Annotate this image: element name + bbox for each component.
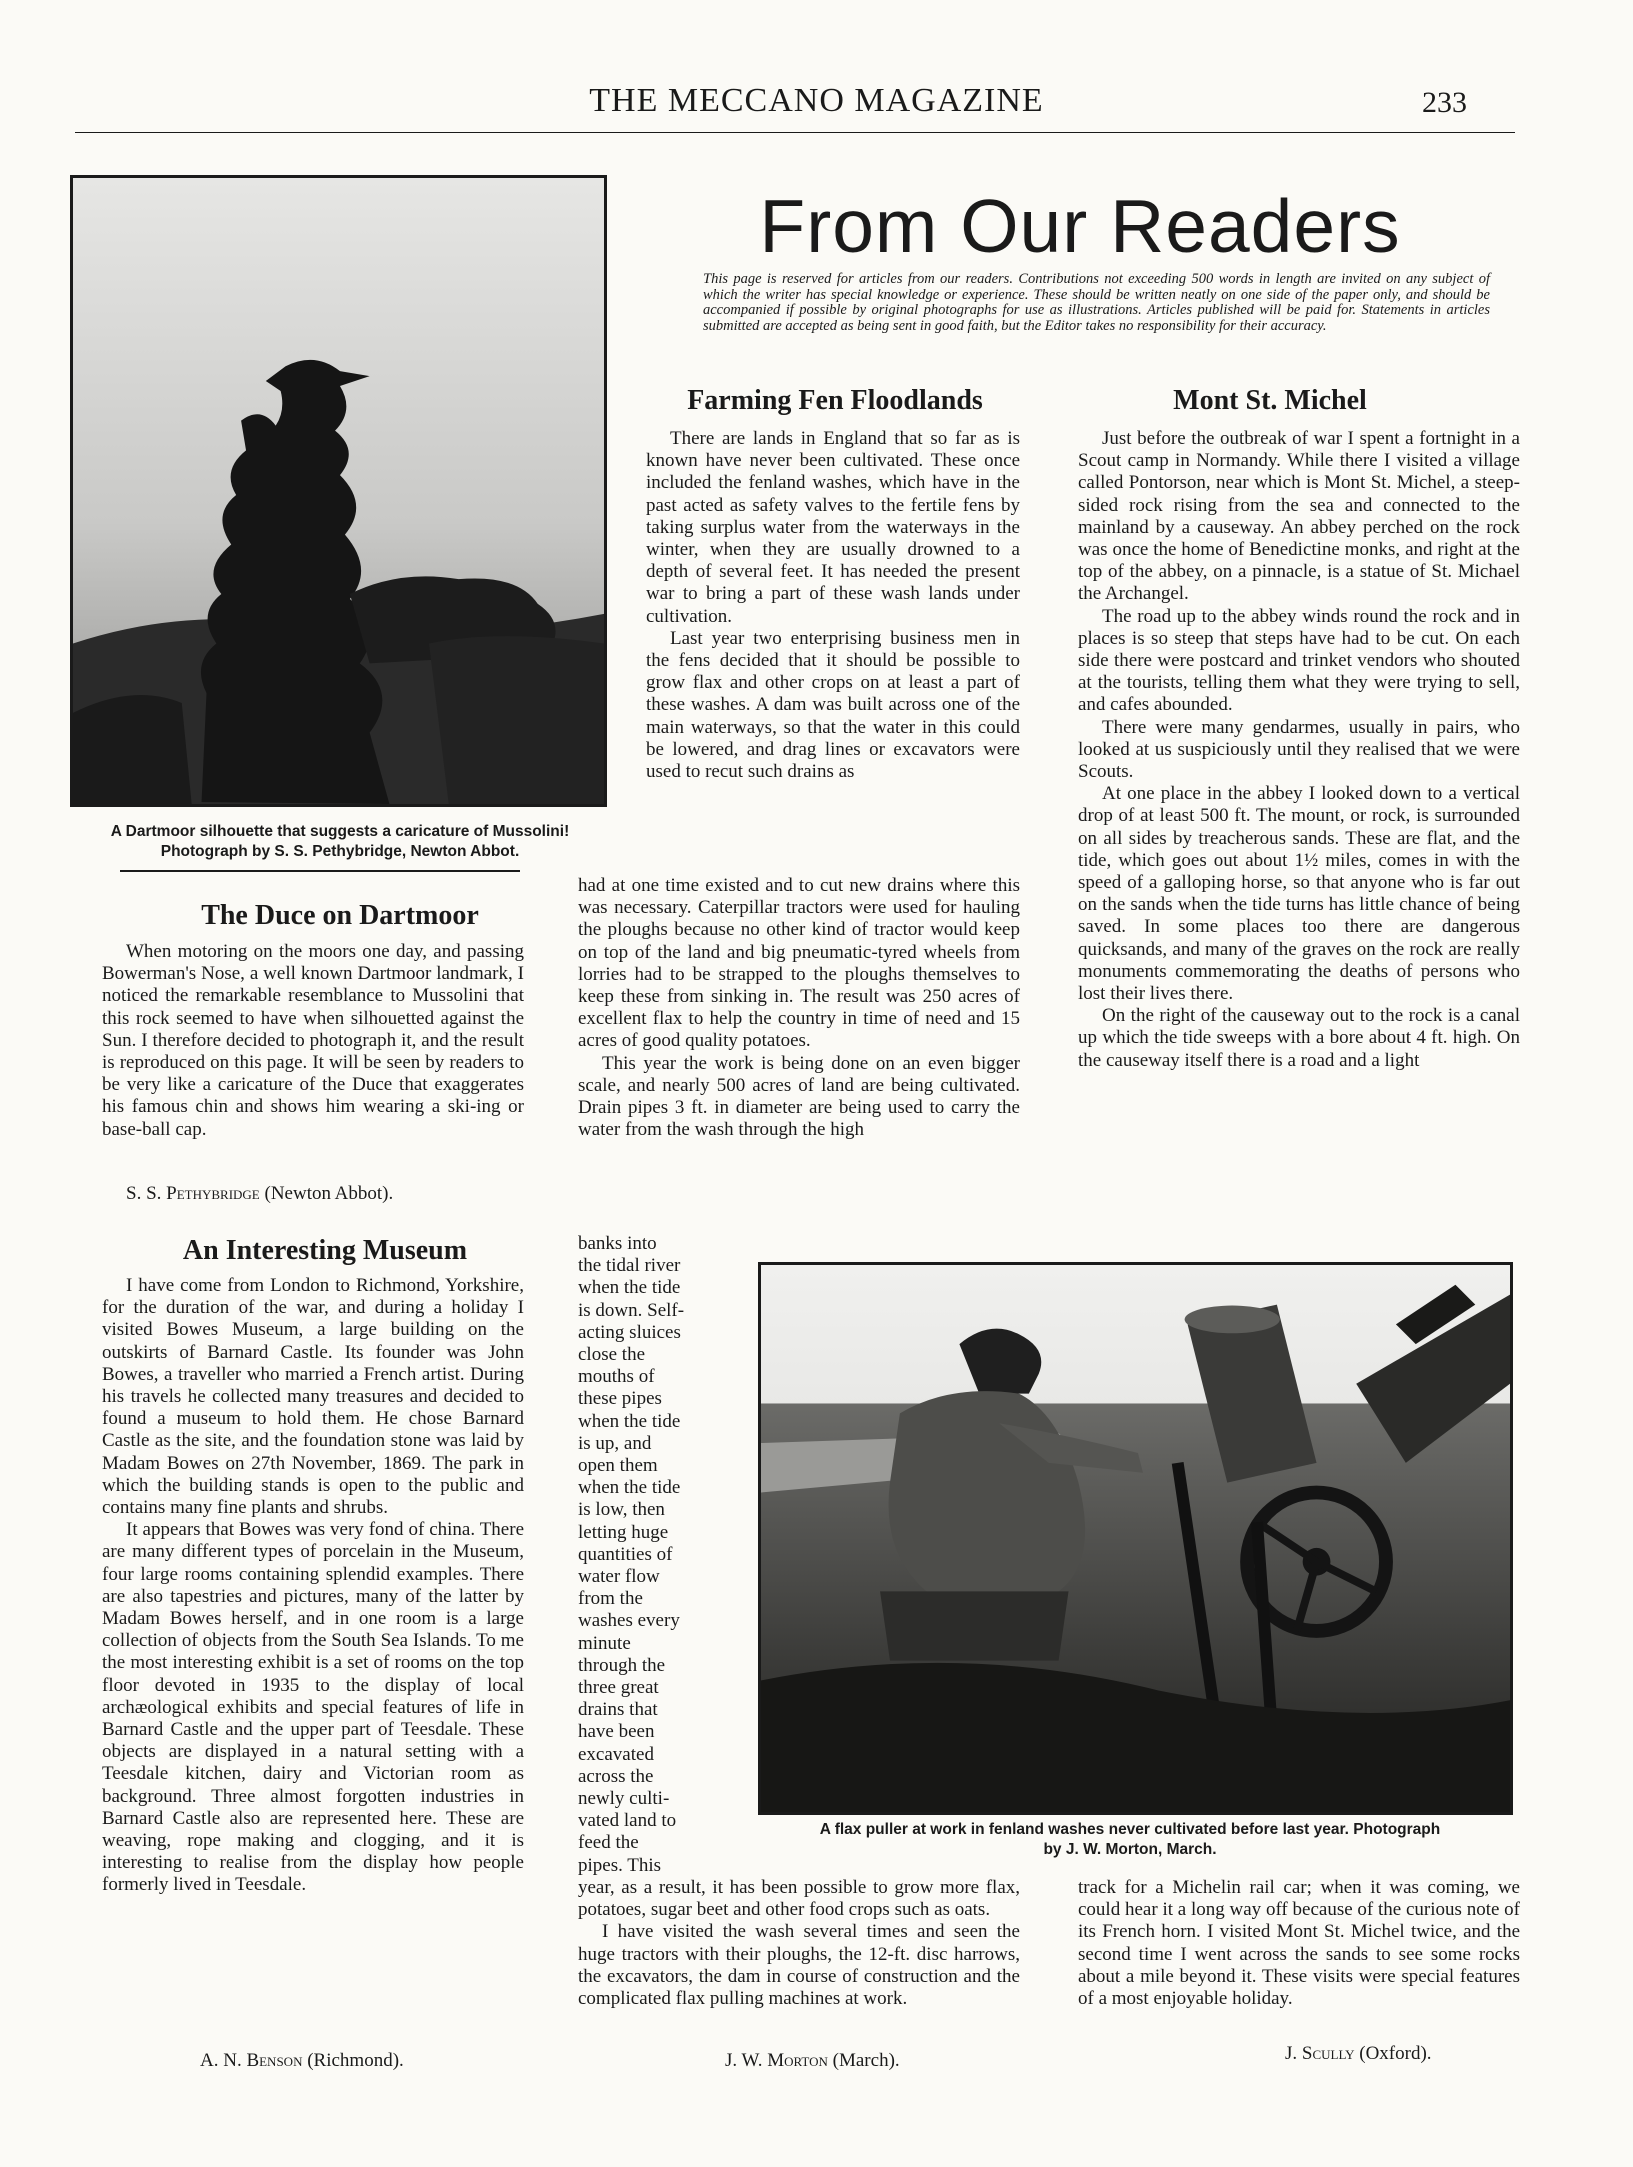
michel-body bbox=[1078, 428, 1520, 1072]
michel-title: Mont St. Michel bbox=[1173, 385, 1367, 416]
michel-paragraph-4: At one place in the abbey I looked down to a vertical drop of at least 500 ft. The mount, or rock, is surrounded on all sides by treacherous sands. These are flat, and the tide, which goes out about 1½ miles, comes in with the speed of a galloping horse, so that anyone who is far out on the sands when the tide turns has little chance of being saved. In some places too there are dangerous quicksands, and many of the graves on the rock are really monuments commemorating the deaths of persons who lost their lives there. bbox=[1078, 783, 1520, 1005]
fen-narrow-line: these pipes bbox=[578, 1388, 662, 1410]
fen-narrow-line: excavated bbox=[578, 1743, 654, 1765]
museum-author-place: (Richmond). bbox=[307, 2050, 404, 2071]
header-rule bbox=[75, 132, 1515, 133]
dartmoor-silhouette-image bbox=[73, 178, 604, 804]
michel-author-name: J. Scully bbox=[1285, 2043, 1355, 2064]
fen-narrow-line: pipes. This bbox=[578, 1854, 662, 1876]
fen-body-top bbox=[646, 428, 1020, 783]
photo-top-caption-line1: A Dartmoor silhouette that suggests a caricature of Mussolini! bbox=[110, 823, 570, 840]
fen-narrow-line: the tidal river bbox=[578, 1255, 681, 1277]
fen-narrow-line: letting huge bbox=[578, 1521, 669, 1543]
michel-author-place: (Oxford). bbox=[1359, 2043, 1432, 2064]
photo-bottom-caption bbox=[740, 1820, 1520, 1860]
fen-narrow-line: from the bbox=[578, 1588, 643, 1610]
fen-paragraph-3b: year, as a result, it has been possible to grow more flax, potatoes, sugar beet and other food crops such as oats. bbox=[578, 1877, 1020, 1921]
duce-signature bbox=[126, 1183, 393, 1205]
fen-author-name: J. W. Morton bbox=[725, 2050, 828, 2071]
museum-paragraph-2: It appears that Bowes was very fond of china. There are many different types of porcelain in the Museum, four large rooms containing splendid examples. There are also tapestries and pictures, many of the latter by Madam Bowes herself, and in one room is a large collection of objects from the South Sea Islands. To me the most interesting exhibit is a set of rooms on the top floor devoted in 1935 to the display of local archæological exhibits and special features of life in Barnard Castle and the upper part of Teesdale. These objects are displayed in a natural setting with a Teesdale kitchen, dairy and Victorian room as background. Three almost forgotten industries in Barnard Castle also are represented here. These are weaving, rope making and clogging, and it is interesting to realise from the display how people formerly lived in Teesdale. bbox=[102, 1519, 524, 1896]
fen-author-place: (March). bbox=[832, 2050, 900, 2071]
photo-bottom-caption-line2: by J. W. Morton, March. bbox=[1043, 1841, 1217, 1858]
fen-narrow-line: acting sluices bbox=[578, 1321, 681, 1343]
fen-narrow-line: quantities of bbox=[578, 1543, 673, 1565]
michel-body-continued bbox=[1078, 1877, 1520, 2010]
fen-narrow-line: have been bbox=[578, 1721, 655, 1743]
museum-title: An Interesting Museum bbox=[182, 1235, 468, 1266]
photo-top-caption bbox=[70, 822, 610, 862]
museum-author-name: A. N. Benson bbox=[200, 2050, 303, 2071]
museum-signature bbox=[200, 2050, 404, 2072]
fen-narrow-line: drains that bbox=[578, 1699, 658, 1721]
fen-paragraph-4: I have visited the wash several times and seen the huge tractors with their ploughs, the 12-ft. disc harrows, the excavators, the dam in course of construction and the complicated flax pulling machines at work. bbox=[578, 1921, 1020, 2010]
duce-body bbox=[102, 941, 524, 1141]
fen-narrow-column bbox=[578, 1233, 720, 1877]
duce-author-place: (Newton Abbot). bbox=[264, 1183, 394, 1204]
michel-paragraph-1: Just before the outbreak of war I spent a fortnight in a Scout camp in Normandy. While there I visited a village called Pontorson, near which is Mont St. Michel, a steep-sided rock rising from the sea and connected to the mainland by a causeway. An abbey perched on the rock was once the home of Benedictine monks, and right at the top of the abbey, on a pinnacle, is a statue of St. Michael the Archangel. bbox=[1078, 428, 1520, 605]
fen-title: Farming Fen Floodlands bbox=[687, 385, 983, 416]
fen-narrow-line: is low, then bbox=[578, 1499, 665, 1521]
photo-top-caption-line2: Photograph by S. S. Pethybridge, Newton Abbot. bbox=[160, 843, 520, 860]
fen-paragraph-2b: had at one time existed and to cut new drains where this was necessary. Caterpillar tractors were used for hauling the ploughs because no other kind of tractor would keep on top of the land and big pneumatic-tyred wheels from lorries had to be strapped to the ploughs themselves to keep these from sinking in. The result was 250 acres of excellent flax to help the country in time of need and 15 acres of good quality potatoes. bbox=[578, 875, 1020, 1052]
fen-narrow-line: is up, and bbox=[578, 1432, 652, 1454]
fen-signature bbox=[725, 2050, 900, 2072]
fen-narrow-line: water flow bbox=[578, 1566, 660, 1588]
fen-narrow-line: is down. Self- bbox=[578, 1299, 685, 1321]
michel-paragraph-5: On the right of the causeway out to the rock is a canal up which the tide sweeps with a bore about 4 ft. high. On the causeway itself there is a road and a light bbox=[1078, 1005, 1520, 1071]
fen-narrow-line: close the bbox=[578, 1344, 646, 1366]
photo-bottom-caption-line1: A flax puller at work in fenland washes never cultivated before last year. Photograph bbox=[819, 1821, 1441, 1838]
duce-author-name: S. S. Pethybridge bbox=[126, 1183, 260, 1204]
fen-narrow-line: when the tide bbox=[578, 1410, 681, 1432]
page-number: 233 bbox=[1422, 86, 1467, 119]
intro-notice: This page is reserved for articles from our readers. Contributions not exceeding 500 words in length are invited on any subject of which the writer has special knowledge or experience. These should be written neatly on one side of the paper only, and should be accompanied if possible by original photographs for use as illustrations. Articles published will be paid for. Statements in articles submitted are accepted as being sent in good faith, but the Editor takes no responsibility for their accuracy. bbox=[703, 271, 1490, 334]
michel-paragraph-3: There were many gendarmes, usually in pairs, who looked at us suspiciously until they realised that we were Scouts. bbox=[1078, 716, 1520, 783]
fen-narrow-line: vated land to bbox=[578, 1810, 677, 1832]
fen-narrow-line: when the tide bbox=[578, 1477, 681, 1499]
fen-narrow-line: when the tide bbox=[578, 1277, 681, 1299]
fen-narrow-line: washes every bbox=[578, 1610, 680, 1632]
duce-title: The Duce on Dartmoor bbox=[201, 900, 479, 931]
michel-paragraph-2: The road up to the abbey winds round the rock and in places is so steep that steps have had to be cut. On each side there were postcard and trinket vendors who shouted at the tourists, telling them what they were trying to sell, and cafes abounded. bbox=[1078, 605, 1520, 716]
flax-puller-photo bbox=[758, 1262, 1513, 1815]
michel-continuation: track for a Michelin rail car; when it was coming, we could hear it a long way off because of the curious note of its French horn. I visited Mont St. Michel twice, and the second time I went across the sands to see some rocks about a mile beyond it. These visits were special features of a most enjoyable holiday. bbox=[1078, 1877, 1520, 2010]
page-headline: From Our Readers bbox=[759, 184, 1401, 268]
duce-paragraph: When motoring on the moors one day, and passing Bowerman's Nose, a well known Dartmoor landmark, I noticed the remarkable resemblance to Mussolini that this rock seemed to have when silhouetted against the Sun. I therefore decided to photograph it, and the result is reproduced on this page. It will be seen by readers to be very like a caricature of the Duce that exaggerates his famous chin and shows him wearing a ski-ing or base-ball cap. bbox=[102, 941, 524, 1140]
fen-paragraph-2a: Last year two enterprising business men in the fens decided that it should be possible to grow flax and other crops on at least a part of these washes. A dam was built across one of the main waterways, so that the water in this could be lowered, and drag lines or excavators were used to recut such drains as bbox=[646, 627, 1020, 783]
fen-narrow-line: newly culti- bbox=[578, 1788, 670, 1810]
fen-paragraph-3a: This year the work is being done on an even bigger scale, and nearly 500 acres of land are being cultivated. Drain pipes 3 ft. in diameter are being used to carry the water from the wash through the high bbox=[578, 1052, 1020, 1141]
fen-narrow-line: open them bbox=[578, 1455, 658, 1477]
fen-narrow-line: feed the bbox=[578, 1832, 639, 1854]
fen-narrow-line: minute bbox=[578, 1632, 631, 1654]
fen-narrow-line: banks into bbox=[578, 1233, 657, 1254]
fen-paragraph-1: There are lands in England that so far as is known have never been cultivated. These once included the fenland washes, which have in the past acted as safety valves to the fertile fens by taking surplus water from the waterways in the winter, when they are usually drowned to a depth of several feet. It has needed the present war to bring a part of these wash lands under cultivation. bbox=[646, 428, 1020, 627]
museum-paragraph-1: I have come from London to Richmond, Yorkshire, for the duration of the war, and during a holiday I visited Bowes Museum, a large building on the outskirts of Barnard Castle. Its founder was John Bowes, a traveller who married a French artist. During his travels he collected many treasures and decided to found a museum to hold them. He chose Barnard Castle as the site, and the foundation stone was laid by Madam Bowes on 27th November, 1869. The park in which the building stands is open to the public and contains many fine plants and shrubs. bbox=[102, 1275, 524, 1519]
michel-signature bbox=[1285, 2043, 1432, 2065]
fen-narrow-line: three great bbox=[578, 1677, 659, 1699]
fen-narrow-line: mouths of bbox=[578, 1366, 655, 1388]
caption-rule bbox=[120, 870, 520, 872]
fen-narrow-line: through the bbox=[578, 1654, 666, 1676]
fen-body-bottom bbox=[578, 1877, 1020, 2010]
fen-body-mid bbox=[578, 875, 1020, 1141]
fen-narrow-line: across the bbox=[578, 1765, 654, 1787]
magazine-title: THE MECCANO MAGAZINE bbox=[589, 82, 1044, 119]
flax-puller-image bbox=[761, 1265, 1510, 1812]
museum-body bbox=[102, 1275, 524, 1897]
dartmoor-photo bbox=[70, 175, 607, 807]
